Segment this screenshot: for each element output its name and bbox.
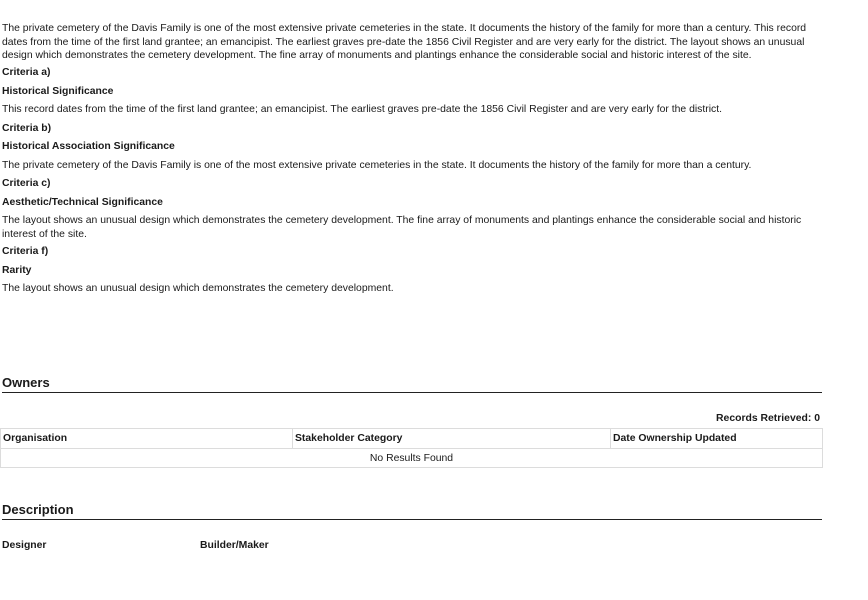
column-organisation[interactable]: Organisation xyxy=(1,429,293,449)
criteria-a-text: This record dates from the time of the first land grantee; an emancipist. The earliest graves pre-date the 1856 Civil Register and are very early for the district. xyxy=(2,104,722,115)
criteria-c-text: The layout shows an unusual design which demonstrates the cemetery development. The fine array of monuments and plantings enhance the considerable social and historic interest of the site. xyxy=(2,215,802,240)
criteria-b-heading: Historical Association Significance xyxy=(2,141,175,152)
criteria-c-label: Criteria c) xyxy=(2,178,51,189)
table-row xyxy=(1,449,823,468)
criteria-a-label: Criteria a) xyxy=(2,67,51,78)
criteria-f-heading: Rarity xyxy=(2,265,32,276)
criteria-b-text: The private cemetery of the Davis Family is one of the most extensive private cemeteries in the state. It documents the history of the family for more than a century. xyxy=(2,160,752,171)
criteria-a-heading: Historical Significance xyxy=(2,86,114,97)
column-date-ownership-updated[interactable]: Date Ownership Updated xyxy=(611,429,823,449)
description-section-title: Description xyxy=(2,502,822,520)
no-results-message: No Results Found xyxy=(1,449,823,468)
criteria-c-heading: Aesthetic/Technical Significance xyxy=(2,197,163,208)
builder-maker-label: Builder/Maker xyxy=(200,540,269,551)
significance-summary: The private cemetery of the Davis Family is one of the most extensive private cemeteries in the state. It documents the history of the family for more than a century. This record dates from the time of the first land grantee; an emancipist. The earliest graves pre-date the 1856 Civil Register and are very early for the district. The layout shows an unusual design which demonstrates the cemetery development. The fine array of monuments and plantings enhance the considerable social and historic interest of the site. xyxy=(2,23,807,61)
criteria-f-text: The layout shows an unusual design which demonstrates the cemetery development. xyxy=(2,283,394,294)
owners-section-title: Owners xyxy=(2,375,822,393)
owners-table xyxy=(0,428,823,468)
records-retrieved: Records Retrieved: 0 xyxy=(716,413,820,424)
column-stakeholder-category[interactable]: Stakeholder Category xyxy=(293,429,611,449)
criteria-b-label: Criteria b) xyxy=(2,123,52,134)
designer-label: Designer xyxy=(2,540,47,551)
owners-table-header-row xyxy=(1,429,823,449)
criteria-f-label: Criteria f) xyxy=(2,246,49,257)
